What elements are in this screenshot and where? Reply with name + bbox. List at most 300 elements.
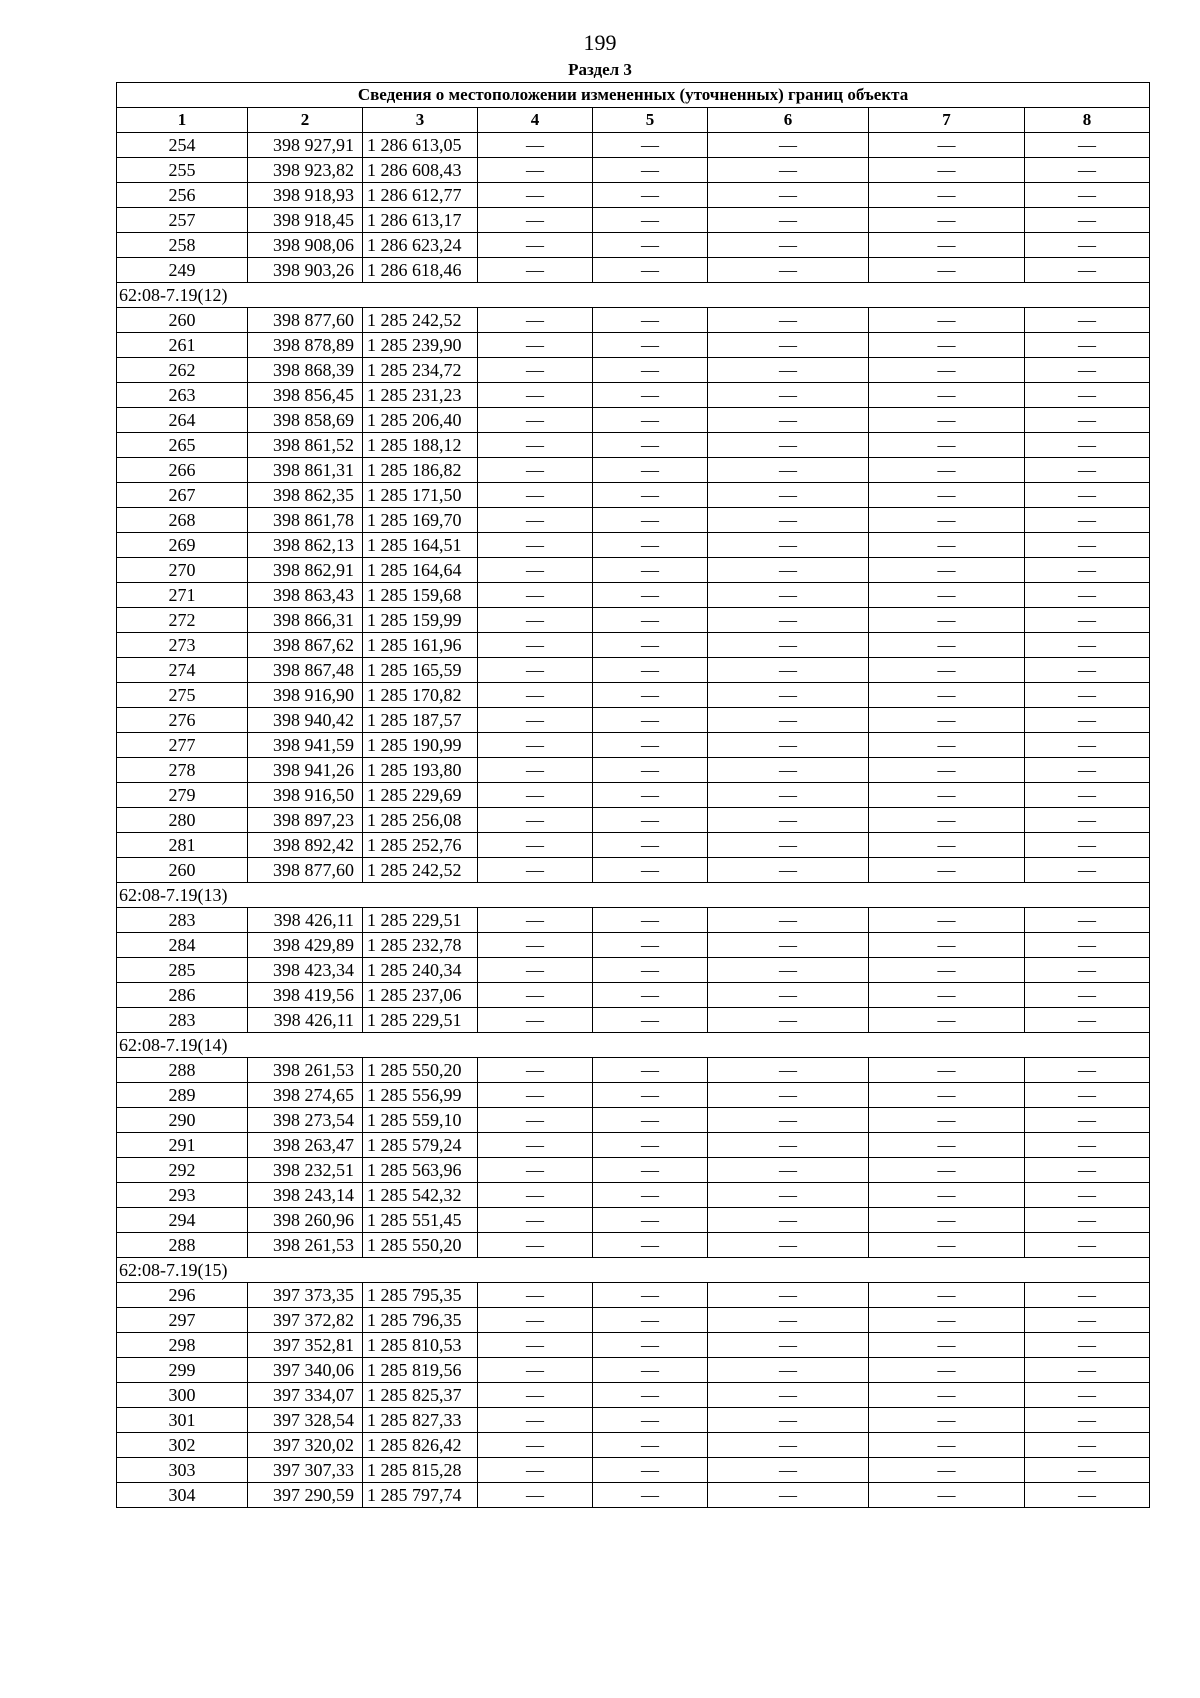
empty-value-cell: — xyxy=(869,308,1025,333)
table-row xyxy=(117,583,1150,608)
group-label: 62:08-7.19(15) xyxy=(117,1258,1150,1283)
y-coordinate-cell: 1 285 170,82 xyxy=(363,683,478,708)
empty-value-cell: — xyxy=(869,1458,1025,1483)
table-row xyxy=(117,733,1150,758)
empty-value-cell: — xyxy=(593,258,708,283)
empty-value-cell: — xyxy=(1025,683,1150,708)
table-row xyxy=(117,383,1150,408)
empty-value-cell: — xyxy=(708,1383,869,1408)
table-row xyxy=(117,658,1150,683)
empty-value-cell: — xyxy=(1025,483,1150,508)
group-header-row xyxy=(117,283,1150,308)
y-coordinate-cell: 1 285 242,52 xyxy=(363,858,478,883)
x-coordinate-cell: 397 290,59 xyxy=(248,1483,363,1508)
empty-value-cell: — xyxy=(478,358,593,383)
point-number-cell: 275 xyxy=(117,683,248,708)
point-number-cell: 271 xyxy=(117,583,248,608)
empty-value-cell: — xyxy=(593,133,708,158)
empty-value-cell: — xyxy=(708,158,869,183)
table-row xyxy=(117,808,1150,833)
empty-value-cell: — xyxy=(708,1183,869,1208)
empty-value-cell: — xyxy=(869,1483,1025,1508)
x-coordinate-cell: 397 334,07 xyxy=(248,1383,363,1408)
y-coordinate-cell: 1 285 827,33 xyxy=(363,1408,478,1433)
empty-value-cell: — xyxy=(708,383,869,408)
table-row xyxy=(117,1058,1150,1083)
y-coordinate-cell: 1 285 242,52 xyxy=(363,308,478,333)
table-row xyxy=(117,1333,1150,1358)
point-number-cell: 297 xyxy=(117,1308,248,1333)
empty-value-cell: — xyxy=(869,408,1025,433)
x-coordinate-cell: 398 260,96 xyxy=(248,1208,363,1233)
empty-value-cell: — xyxy=(1025,958,1150,983)
empty-value-cell: — xyxy=(478,1458,593,1483)
y-coordinate-cell: 1 285 188,12 xyxy=(363,433,478,458)
point-number-cell: 279 xyxy=(117,783,248,808)
point-number-cell: 274 xyxy=(117,658,248,683)
empty-value-cell: — xyxy=(478,983,593,1008)
x-coordinate-cell: 397 328,54 xyxy=(248,1408,363,1433)
table-row xyxy=(117,1308,1150,1333)
x-coordinate-cell: 398 861,78 xyxy=(248,508,363,533)
empty-value-cell: — xyxy=(708,958,869,983)
y-coordinate-cell: 1 285 190,99 xyxy=(363,733,478,758)
y-coordinate-cell: 1 285 810,53 xyxy=(363,1333,478,1358)
table-row xyxy=(117,683,1150,708)
empty-value-cell: — xyxy=(869,1158,1025,1183)
y-coordinate-cell: 1 285 159,99 xyxy=(363,608,478,633)
y-coordinate-cell: 1 285 796,35 xyxy=(363,1308,478,1333)
y-coordinate-cell: 1 285 240,34 xyxy=(363,958,478,983)
empty-value-cell: — xyxy=(708,1433,869,1458)
empty-value-cell: — xyxy=(708,933,869,958)
point-number-cell: 270 xyxy=(117,558,248,583)
table-row xyxy=(117,233,1150,258)
empty-value-cell: — xyxy=(869,1333,1025,1358)
empty-value-cell: — xyxy=(1025,358,1150,383)
empty-value-cell: — xyxy=(593,683,708,708)
empty-value-cell: — xyxy=(708,1133,869,1158)
x-coordinate-cell: 398 861,31 xyxy=(248,458,363,483)
x-coordinate-cell: 398 903,26 xyxy=(248,258,363,283)
y-coordinate-cell: 1 285 187,57 xyxy=(363,708,478,733)
column-header: 7 xyxy=(869,108,1025,133)
y-coordinate-cell: 1 285 795,35 xyxy=(363,1283,478,1308)
point-number-cell: 261 xyxy=(117,333,248,358)
point-number-cell: 298 xyxy=(117,1333,248,1358)
point-number-cell: 260 xyxy=(117,858,248,883)
point-number-cell: 293 xyxy=(117,1183,248,1208)
empty-value-cell: — xyxy=(1025,408,1150,433)
empty-value-cell: — xyxy=(593,1083,708,1108)
empty-value-cell: — xyxy=(708,183,869,208)
empty-value-cell: — xyxy=(593,558,708,583)
empty-value-cell: — xyxy=(1025,208,1150,233)
table-row xyxy=(117,1433,1150,1458)
point-number-cell: 273 xyxy=(117,633,248,658)
empty-value-cell: — xyxy=(478,158,593,183)
table-row xyxy=(117,483,1150,508)
table-row xyxy=(117,1383,1150,1408)
y-coordinate-cell: 1 286 613,17 xyxy=(363,208,478,233)
y-coordinate-cell: 1 285 232,78 xyxy=(363,933,478,958)
empty-value-cell: — xyxy=(708,308,869,333)
table-row xyxy=(117,1083,1150,1108)
empty-value-cell: — xyxy=(593,1458,708,1483)
y-coordinate-cell: 1 285 165,59 xyxy=(363,658,478,683)
empty-value-cell: — xyxy=(1025,158,1150,183)
empty-value-cell: — xyxy=(478,1183,593,1208)
table-row xyxy=(117,1108,1150,1133)
empty-value-cell: — xyxy=(1025,508,1150,533)
empty-value-cell: — xyxy=(593,758,708,783)
empty-value-cell: — xyxy=(478,333,593,358)
empty-value-cell: — xyxy=(708,1108,869,1133)
empty-value-cell: — xyxy=(869,1108,1025,1133)
y-coordinate-cell: 1 285 161,96 xyxy=(363,633,478,658)
point-number-cell: 303 xyxy=(117,1458,248,1483)
empty-value-cell: — xyxy=(478,858,593,883)
empty-value-cell: — xyxy=(869,1058,1025,1083)
x-coordinate-cell: 398 423,34 xyxy=(248,958,363,983)
empty-value-cell: — xyxy=(593,458,708,483)
table-row xyxy=(117,1233,1150,1258)
empty-value-cell: — xyxy=(708,233,869,258)
empty-value-cell: — xyxy=(593,1133,708,1158)
empty-value-cell: — xyxy=(1025,1358,1150,1383)
coordinates-table xyxy=(116,82,1150,1508)
x-coordinate-cell: 398 940,42 xyxy=(248,708,363,733)
table-row xyxy=(117,458,1150,483)
empty-value-cell: — xyxy=(869,1308,1025,1333)
x-coordinate-cell: 398 941,26 xyxy=(248,758,363,783)
x-coordinate-cell: 398 916,90 xyxy=(248,683,363,708)
point-number-cell: 265 xyxy=(117,433,248,458)
empty-value-cell: — xyxy=(1025,708,1150,733)
y-coordinate-cell: 1 285 556,99 xyxy=(363,1083,478,1108)
group-label: 62:08-7.19(12) xyxy=(117,283,1150,308)
empty-value-cell: — xyxy=(1025,133,1150,158)
point-number-cell: 255 xyxy=(117,158,248,183)
empty-value-cell: — xyxy=(593,1183,708,1208)
empty-value-cell: — xyxy=(869,908,1025,933)
point-number-cell: 300 xyxy=(117,1383,248,1408)
empty-value-cell: — xyxy=(708,608,869,633)
empty-value-cell: — xyxy=(1025,858,1150,883)
empty-value-cell: — xyxy=(593,633,708,658)
empty-value-cell: — xyxy=(708,1233,869,1258)
x-coordinate-cell: 398 862,13 xyxy=(248,533,363,558)
table-row xyxy=(117,508,1150,533)
empty-value-cell: — xyxy=(478,1158,593,1183)
y-coordinate-cell: 1 285 563,96 xyxy=(363,1158,478,1183)
table-row xyxy=(117,1283,1150,1308)
x-coordinate-cell: 398 858,69 xyxy=(248,408,363,433)
section-title: Раздел 3 xyxy=(568,60,632,79)
empty-value-cell: — xyxy=(869,1408,1025,1433)
point-number-cell: 267 xyxy=(117,483,248,508)
point-number-cell: 284 xyxy=(117,933,248,958)
empty-value-cell: — xyxy=(593,158,708,183)
empty-value-cell: — xyxy=(478,258,593,283)
table-row xyxy=(117,858,1150,883)
empty-value-cell: — xyxy=(1025,1158,1150,1183)
empty-value-cell: — xyxy=(1025,1183,1150,1208)
point-number-cell: 285 xyxy=(117,958,248,983)
x-coordinate-cell: 398 892,42 xyxy=(248,833,363,858)
point-number-cell: 281 xyxy=(117,833,248,858)
empty-value-cell: — xyxy=(478,1483,593,1508)
empty-value-cell: — xyxy=(869,1433,1025,1458)
empty-value-cell: — xyxy=(869,608,1025,633)
empty-value-cell: — xyxy=(708,908,869,933)
point-number-cell: 302 xyxy=(117,1433,248,1458)
x-coordinate-cell: 398 867,48 xyxy=(248,658,363,683)
table-row xyxy=(117,1483,1150,1508)
point-number-cell: 292 xyxy=(117,1158,248,1183)
empty-value-cell: — xyxy=(708,433,869,458)
empty-value-cell: — xyxy=(869,333,1025,358)
empty-value-cell: — xyxy=(478,233,593,258)
table-row xyxy=(117,133,1150,158)
point-number-cell: 264 xyxy=(117,408,248,433)
empty-value-cell: — xyxy=(593,183,708,208)
empty-value-cell: — xyxy=(1025,258,1150,283)
x-coordinate-cell: 398 426,11 xyxy=(248,1008,363,1033)
empty-value-cell: — xyxy=(1025,908,1150,933)
empty-value-cell: — xyxy=(478,458,593,483)
empty-value-cell: — xyxy=(478,383,593,408)
empty-value-cell: — xyxy=(1025,1483,1150,1508)
x-coordinate-cell: 397 372,82 xyxy=(248,1308,363,1333)
empty-value-cell: — xyxy=(478,1008,593,1033)
x-coordinate-cell: 398 426,11 xyxy=(248,908,363,933)
empty-value-cell: — xyxy=(869,983,1025,1008)
empty-value-cell: — xyxy=(869,208,1025,233)
empty-value-cell: — xyxy=(869,1183,1025,1208)
point-number-cell: 257 xyxy=(117,208,248,233)
empty-value-cell: — xyxy=(869,1233,1025,1258)
y-coordinate-cell: 1 286 618,46 xyxy=(363,258,478,283)
empty-value-cell: — xyxy=(478,208,593,233)
y-coordinate-cell: 1 285 229,69 xyxy=(363,783,478,808)
point-number-cell: 290 xyxy=(117,1108,248,1133)
empty-value-cell: — xyxy=(593,433,708,458)
table-row xyxy=(117,908,1150,933)
empty-value-cell: — xyxy=(478,1408,593,1433)
y-coordinate-cell: 1 285 239,90 xyxy=(363,333,478,358)
point-number-cell: 276 xyxy=(117,708,248,733)
empty-value-cell: — xyxy=(1025,1233,1150,1258)
group-label: 62:08-7.19(14) xyxy=(117,1033,1150,1058)
empty-value-cell: — xyxy=(708,683,869,708)
point-number-cell: 269 xyxy=(117,533,248,558)
table-row xyxy=(117,783,1150,808)
empty-value-cell: — xyxy=(478,533,593,558)
y-coordinate-cell: 1 285 159,68 xyxy=(363,583,478,608)
point-number-cell: 301 xyxy=(117,1408,248,1433)
empty-value-cell: — xyxy=(869,483,1025,508)
empty-value-cell: — xyxy=(1025,1308,1150,1333)
empty-value-cell: — xyxy=(708,1158,869,1183)
empty-value-cell: — xyxy=(869,583,1025,608)
empty-value-cell: — xyxy=(1025,1133,1150,1158)
point-number-cell: 266 xyxy=(117,458,248,483)
y-coordinate-cell: 1 285 231,23 xyxy=(363,383,478,408)
x-coordinate-cell: 398 867,62 xyxy=(248,633,363,658)
point-number-cell: 294 xyxy=(117,1208,248,1233)
empty-value-cell: — xyxy=(478,1283,593,1308)
x-coordinate-cell: 398 856,45 xyxy=(248,383,363,408)
empty-value-cell: — xyxy=(478,1383,593,1408)
empty-value-cell: — xyxy=(708,758,869,783)
y-coordinate-cell: 1 285 237,06 xyxy=(363,983,478,1008)
x-coordinate-cell: 398 866,31 xyxy=(248,608,363,633)
y-coordinate-cell: 1 285 550,20 xyxy=(363,1233,478,1258)
table-row xyxy=(117,983,1150,1008)
empty-value-cell: — xyxy=(593,208,708,233)
group-label: 62:08-7.19(13) xyxy=(117,883,1150,908)
empty-value-cell: — xyxy=(869,733,1025,758)
empty-value-cell: — xyxy=(708,558,869,583)
empty-value-cell: — xyxy=(478,558,593,583)
empty-value-cell: — xyxy=(593,833,708,858)
table-title-row xyxy=(117,83,1150,108)
empty-value-cell: — xyxy=(708,1358,869,1383)
y-coordinate-cell: 1 285 193,80 xyxy=(363,758,478,783)
empty-value-cell: — xyxy=(593,308,708,333)
y-coordinate-cell: 1 285 559,10 xyxy=(363,1108,478,1133)
group-header-row xyxy=(117,883,1150,908)
empty-value-cell: — xyxy=(708,783,869,808)
empty-value-cell: — xyxy=(1025,1333,1150,1358)
empty-value-cell: — xyxy=(478,1333,593,1358)
point-number-cell: 288 xyxy=(117,1233,248,1258)
empty-value-cell: — xyxy=(478,1233,593,1258)
x-coordinate-cell: 398 863,43 xyxy=(248,583,363,608)
empty-value-cell: — xyxy=(708,483,869,508)
empty-value-cell: — xyxy=(593,383,708,408)
point-number-cell: 254 xyxy=(117,133,248,158)
empty-value-cell: — xyxy=(869,433,1025,458)
point-number-cell: 278 xyxy=(117,758,248,783)
empty-value-cell: — xyxy=(478,633,593,658)
x-coordinate-cell: 398 877,60 xyxy=(248,858,363,883)
y-coordinate-cell: 1 286 623,24 xyxy=(363,233,478,258)
empty-value-cell: — xyxy=(1025,433,1150,458)
table-row xyxy=(117,1183,1150,1208)
table-row xyxy=(117,1408,1150,1433)
empty-value-cell: — xyxy=(593,958,708,983)
table-row xyxy=(117,208,1150,233)
empty-value-cell: — xyxy=(1025,1058,1150,1083)
empty-value-cell: — xyxy=(1025,933,1150,958)
x-coordinate-cell: 398 273,54 xyxy=(248,1108,363,1133)
empty-value-cell: — xyxy=(869,808,1025,833)
empty-value-cell: — xyxy=(1025,233,1150,258)
empty-value-cell: — xyxy=(708,833,869,858)
y-coordinate-cell: 1 285 252,76 xyxy=(363,833,478,858)
y-coordinate-cell: 1 285 229,51 xyxy=(363,1008,478,1033)
y-coordinate-cell: 1 285 234,72 xyxy=(363,358,478,383)
table-row xyxy=(117,358,1150,383)
y-coordinate-cell: 1 285 542,32 xyxy=(363,1183,478,1208)
point-number-cell: 304 xyxy=(117,1483,248,1508)
empty-value-cell: — xyxy=(708,1483,869,1508)
point-number-cell: 263 xyxy=(117,383,248,408)
empty-value-cell: — xyxy=(869,783,1025,808)
empty-value-cell: — xyxy=(478,658,593,683)
x-coordinate-cell: 398 274,65 xyxy=(248,1083,363,1108)
x-coordinate-cell: 398 261,53 xyxy=(248,1058,363,1083)
column-header: 2 xyxy=(248,108,363,133)
table-row xyxy=(117,1458,1150,1483)
empty-value-cell: — xyxy=(1025,983,1150,1008)
empty-value-cell: — xyxy=(869,1358,1025,1383)
empty-value-cell: — xyxy=(593,533,708,558)
empty-value-cell: — xyxy=(869,658,1025,683)
table-row xyxy=(117,333,1150,358)
empty-value-cell: — xyxy=(869,933,1025,958)
table-row xyxy=(117,1008,1150,1033)
y-coordinate-cell: 1 285 815,28 xyxy=(363,1458,478,1483)
empty-value-cell: — xyxy=(478,1058,593,1083)
x-coordinate-cell: 398 861,52 xyxy=(248,433,363,458)
empty-value-cell: — xyxy=(708,333,869,358)
empty-value-cell: — xyxy=(478,1308,593,1333)
table-row xyxy=(117,158,1150,183)
page-number: 199 xyxy=(583,30,617,55)
table-row xyxy=(117,408,1150,433)
table-row xyxy=(117,1358,1150,1383)
empty-value-cell: — xyxy=(593,908,708,933)
empty-value-cell: — xyxy=(869,1008,1025,1033)
empty-value-cell: — xyxy=(478,1108,593,1133)
y-coordinate-cell: 1 285 551,45 xyxy=(363,1208,478,1233)
empty-value-cell: — xyxy=(869,1083,1025,1108)
empty-value-cell: — xyxy=(869,233,1025,258)
empty-value-cell: — xyxy=(708,583,869,608)
y-coordinate-cell: 1 285 169,70 xyxy=(363,508,478,533)
empty-value-cell: — xyxy=(1025,1433,1150,1458)
empty-value-cell: — xyxy=(1025,833,1150,858)
empty-value-cell: — xyxy=(708,708,869,733)
empty-value-cell: — xyxy=(593,708,708,733)
empty-value-cell: — xyxy=(869,1133,1025,1158)
empty-value-cell: — xyxy=(593,1108,708,1133)
point-number-cell: 283 xyxy=(117,908,248,933)
empty-value-cell: — xyxy=(593,408,708,433)
empty-value-cell: — xyxy=(478,133,593,158)
empty-value-cell: — xyxy=(1025,758,1150,783)
x-coordinate-cell: 398 429,89 xyxy=(248,933,363,958)
empty-value-cell: — xyxy=(708,258,869,283)
x-coordinate-cell: 398 877,60 xyxy=(248,308,363,333)
empty-value-cell: — xyxy=(708,1408,869,1433)
table-row xyxy=(117,958,1150,983)
empty-value-cell: — xyxy=(593,508,708,533)
empty-value-cell: — xyxy=(869,183,1025,208)
column-header: 3 xyxy=(363,108,478,133)
empty-value-cell: — xyxy=(869,133,1025,158)
empty-value-cell: — xyxy=(593,233,708,258)
empty-value-cell: — xyxy=(478,933,593,958)
empty-value-cell: — xyxy=(708,1008,869,1033)
table-body xyxy=(117,133,1150,1508)
x-coordinate-cell: 397 373,35 xyxy=(248,1283,363,1308)
y-coordinate-cell: 1 285 819,56 xyxy=(363,1358,478,1383)
point-number-cell: 272 xyxy=(117,608,248,633)
